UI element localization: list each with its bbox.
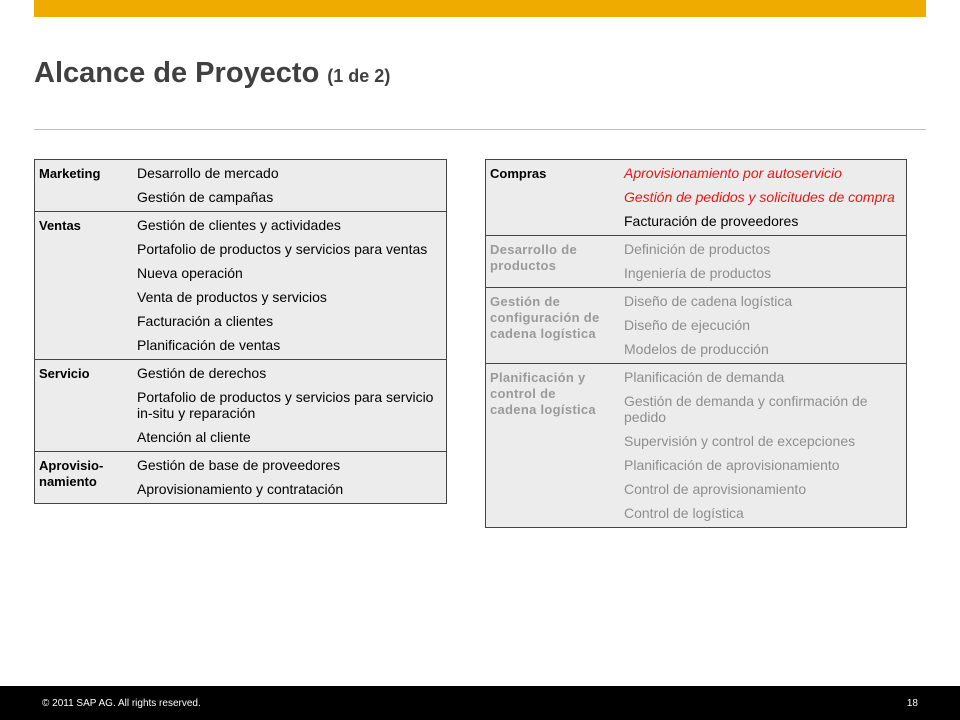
scope-item: Atención al cliente	[137, 429, 251, 445]
scope-item: Planificación de ventas	[137, 337, 281, 353]
scope-item: Modelos de producción	[624, 341, 769, 357]
scope-item: Portafolio de productos y servicios para ventas	[137, 241, 428, 257]
group-configuracion-cadena	[486, 288, 907, 364]
scope-item: Diseño de ejecución	[624, 317, 751, 333]
scope-item: Facturación a clientes	[137, 313, 274, 329]
scope-item: Gestión de clientes y actividades	[137, 217, 341, 233]
scope-table-left	[34, 159, 447, 504]
category-label: Compras	[486, 160, 609, 236]
slide-title	[34, 57, 390, 90]
group-planificacion-cadena	[486, 364, 907, 528]
scope-item: Gestión de derechos	[137, 365, 267, 381]
scope-table-right	[485, 159, 907, 528]
scope-item: Planificación de demanda	[624, 369, 785, 385]
scope-item: Desarrollo de mercado	[137, 165, 279, 181]
scope-item: Gestión de campañas	[137, 189, 274, 205]
title-divider	[34, 129, 926, 130]
category-label: Ventas	[35, 212, 135, 360]
category-label: Servicio	[35, 360, 135, 452]
scope-item: Portafolio de productos y servicios para servicio in-situ y reparación	[137, 389, 434, 421]
accent-bar	[34, 0, 926, 17]
group-desarrollo-productos	[486, 236, 907, 288]
scope-item: Ingeniería de productos	[624, 265, 772, 281]
footer-bar	[0, 686, 960, 720]
scope-item: Planificación de aprovisionamiento	[624, 457, 840, 473]
scope-item-highlighted: Aprovisionamiento por autoservicio	[624, 165, 842, 181]
scope-item: Supervisión y control de excepciones	[624, 433, 856, 449]
scope-item: Facturación de proveedores	[624, 213, 799, 229]
scope-item: Aprovisionamiento y contratación	[137, 481, 344, 497]
group-marketing	[35, 160, 447, 212]
category-label: Planificación y control de cadena logística	[486, 364, 609, 528]
scope-item: Gestión de demanda y confirmación de pedido	[624, 393, 868, 425]
category-label: Desarrollo de productos	[486, 236, 609, 288]
title-subtitle: (1 de 2)	[327, 66, 391, 86]
group-compras	[486, 160, 907, 236]
scope-item: Nueva operación	[137, 265, 243, 281]
title-text: Alcance de Proyecto	[34, 57, 320, 89]
scope-item: Control de logística	[624, 505, 744, 521]
page-number: 18	[906, 698, 918, 709]
group-ventas	[35, 212, 447, 360]
scope-item-highlighted: Gestión de pedidos y solicitudes de compra	[624, 189, 895, 205]
scope-item: Gestión de base de proveedores	[137, 457, 341, 473]
scope-item: Control de aprovisionamiento	[624, 481, 807, 497]
copyright-text: © 2011 SAP AG. All rights reserved.	[42, 698, 201, 709]
category-label: Aprovisio-namiento	[35, 452, 135, 504]
scope-item: Definición de productos	[624, 241, 771, 257]
scope-item: Venta de productos y servicios	[137, 289, 327, 305]
group-aprovisionamiento	[35, 452, 447, 504]
category-label: Gestión de configuración de cadena logística	[486, 288, 609, 364]
group-servicio	[35, 360, 447, 452]
scope-item: Diseño de cadena logística	[624, 293, 793, 309]
category-label: Marketing	[35, 160, 135, 212]
